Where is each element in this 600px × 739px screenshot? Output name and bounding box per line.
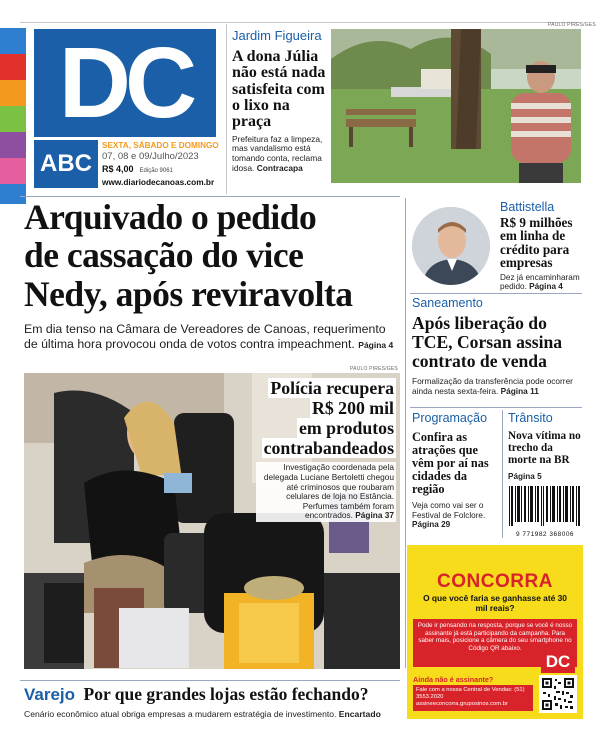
color-stripes bbox=[0, 28, 26, 204]
police-headline-line-4: contrabandeados bbox=[263, 438, 394, 459]
police-story-text[interactable] bbox=[226, 378, 396, 522]
main-summary-block bbox=[24, 322, 402, 353]
qr-code-icon bbox=[541, 677, 575, 711]
price: R$ 4,00 bbox=[102, 164, 134, 174]
top-story-page-ref: Contracapa bbox=[256, 162, 303, 173]
ad-title: CONCORRA bbox=[437, 571, 553, 592]
masthead-logo[interactable] bbox=[34, 29, 216, 137]
police-summary: Investigação coordenada pela delegada Luciane Bertoletti chegou até criminosos que roubaram celulares de loja no Estância. Perfumes também foram encontrados. bbox=[263, 462, 394, 521]
photo-credit: PAULO PIRES/GES bbox=[548, 22, 596, 28]
top-story-summary: Prefeitura faz a limpeza, mas vandalismo está tomando conta, reclama idosa. bbox=[232, 133, 323, 173]
battistella-photo bbox=[412, 207, 490, 285]
police-page-ref: Página 37 bbox=[355, 510, 394, 521]
battistella-story[interactable] bbox=[500, 200, 582, 292]
programacao-headline: Confira as atrações que vêm por aí nas cidades da região bbox=[412, 430, 489, 497]
battistella-page-ref: Página 4 bbox=[529, 282, 563, 292]
concorra-ad[interactable] bbox=[407, 545, 583, 719]
top-story-headline: A dona Júlia não está nada satisfeita com o lixo na praça bbox=[232, 48, 326, 131]
edition-number: Edição 9061 bbox=[139, 168, 173, 174]
ad-cta[interactable]: Ainda não é assinante? bbox=[413, 675, 494, 684]
varejo-summary: Cenário econômico atual obriga empresas a mudarem estratégia de investimento. bbox=[24, 709, 337, 719]
ad-question: O que você faria se ganhasse até 30 mil reais? bbox=[423, 593, 567, 613]
date: 07, 08 e 09/Julho/2023 bbox=[102, 151, 199, 162]
police-summary-block bbox=[256, 462, 396, 521]
top-story[interactable] bbox=[232, 28, 328, 173]
park-photo bbox=[331, 29, 581, 183]
section-battistella: Battistella bbox=[500, 200, 555, 214]
section-programacao: Programação bbox=[412, 411, 488, 425]
programacao-story[interactable] bbox=[412, 411, 498, 529]
edition-label: ABC bbox=[40, 150, 92, 177]
programacao-summary: Veja como vai ser o Festival de Folclore. bbox=[412, 501, 486, 520]
barcode bbox=[507, 486, 583, 536]
transito-story[interactable] bbox=[508, 411, 584, 481]
saneamento-headline: Após liberação do TCE, Corsan assina contrato de venda bbox=[412, 313, 563, 371]
site-link[interactable]: www.diariodecanoas.com.br bbox=[102, 177, 215, 187]
section-saneamento: Saneamento bbox=[412, 296, 483, 310]
main-headline-line-1: Arquivado o pedido bbox=[24, 197, 317, 237]
masthead-info bbox=[102, 141, 222, 187]
ad-contact: Fale com a nossa Central de Vendas: (51) 3553.2020 assineeconcorra.gruposinos.com.br bbox=[413, 685, 533, 711]
police-headline-line-3: em produtos bbox=[298, 418, 394, 439]
main-page-ref: Página 4 bbox=[358, 340, 394, 351]
barcode-bars bbox=[507, 486, 583, 526]
varejo-story[interactable] bbox=[24, 684, 404, 719]
edition-badge bbox=[34, 140, 98, 188]
section-jardim-figueira: Jardim Figueira bbox=[232, 28, 322, 43]
saneamento-summary: Formalização da transferência pode ocorrer ainda nesta sexta-feira. bbox=[412, 376, 573, 396]
police-headline bbox=[226, 378, 396, 458]
ad-body: Pode ir pensando na resposta, porque se você é nosso assinante já está participando da campanha. Para saber mais, posicione a câmera do seu smartphone no Código QR abaixo. bbox=[413, 619, 577, 667]
ad-logo: DC bbox=[541, 651, 575, 673]
section-transito: Trânsito bbox=[508, 411, 553, 425]
police-photo-credit: PAULO PIRES/GES bbox=[350, 366, 398, 372]
days: SEXTA, SÁBADO E DOMINGO bbox=[102, 141, 219, 150]
programacao-page-ref: Página 29 bbox=[412, 520, 451, 529]
section-varejo: Varejo bbox=[24, 685, 76, 704]
qr-code[interactable] bbox=[539, 675, 577, 713]
main-headline-line-2: de cassação do vice bbox=[24, 235, 304, 276]
transito-page-ref: Página 5 bbox=[508, 471, 542, 481]
main-headline bbox=[24, 198, 402, 313]
main-summary: Em dia tenso na Câmara de Vereadores de Canoas, requerimento de última hora provocou onda de votos contra impeachment. bbox=[24, 321, 386, 352]
transito-headline: Nova vítima no trecho da morte na BR bbox=[508, 430, 581, 466]
main-headline-line-3: Nedy, após reviravolta bbox=[24, 273, 353, 314]
varejo-headline: Por que grandes lojas estão fechando? bbox=[83, 684, 369, 704]
battistella-headline: R$ 9 milhões em linha de crédito para empresas bbox=[500, 215, 573, 271]
logo-text: DC bbox=[58, 27, 192, 139]
saneamento-page-ref: Página 11 bbox=[500, 385, 539, 396]
barcode-digits: 9 771982 368006 bbox=[515, 531, 575, 538]
main-story[interactable] bbox=[24, 198, 402, 353]
police-headline-line-1: Polícia recupera bbox=[270, 378, 394, 398]
battistella-summary: Dez já encaminharam pedido. bbox=[500, 272, 580, 292]
varejo-page-ref: Encartado bbox=[338, 709, 381, 719]
police-headline-line-2: R$ 200 mil bbox=[312, 398, 394, 419]
saneamento-story[interactable] bbox=[412, 296, 584, 396]
